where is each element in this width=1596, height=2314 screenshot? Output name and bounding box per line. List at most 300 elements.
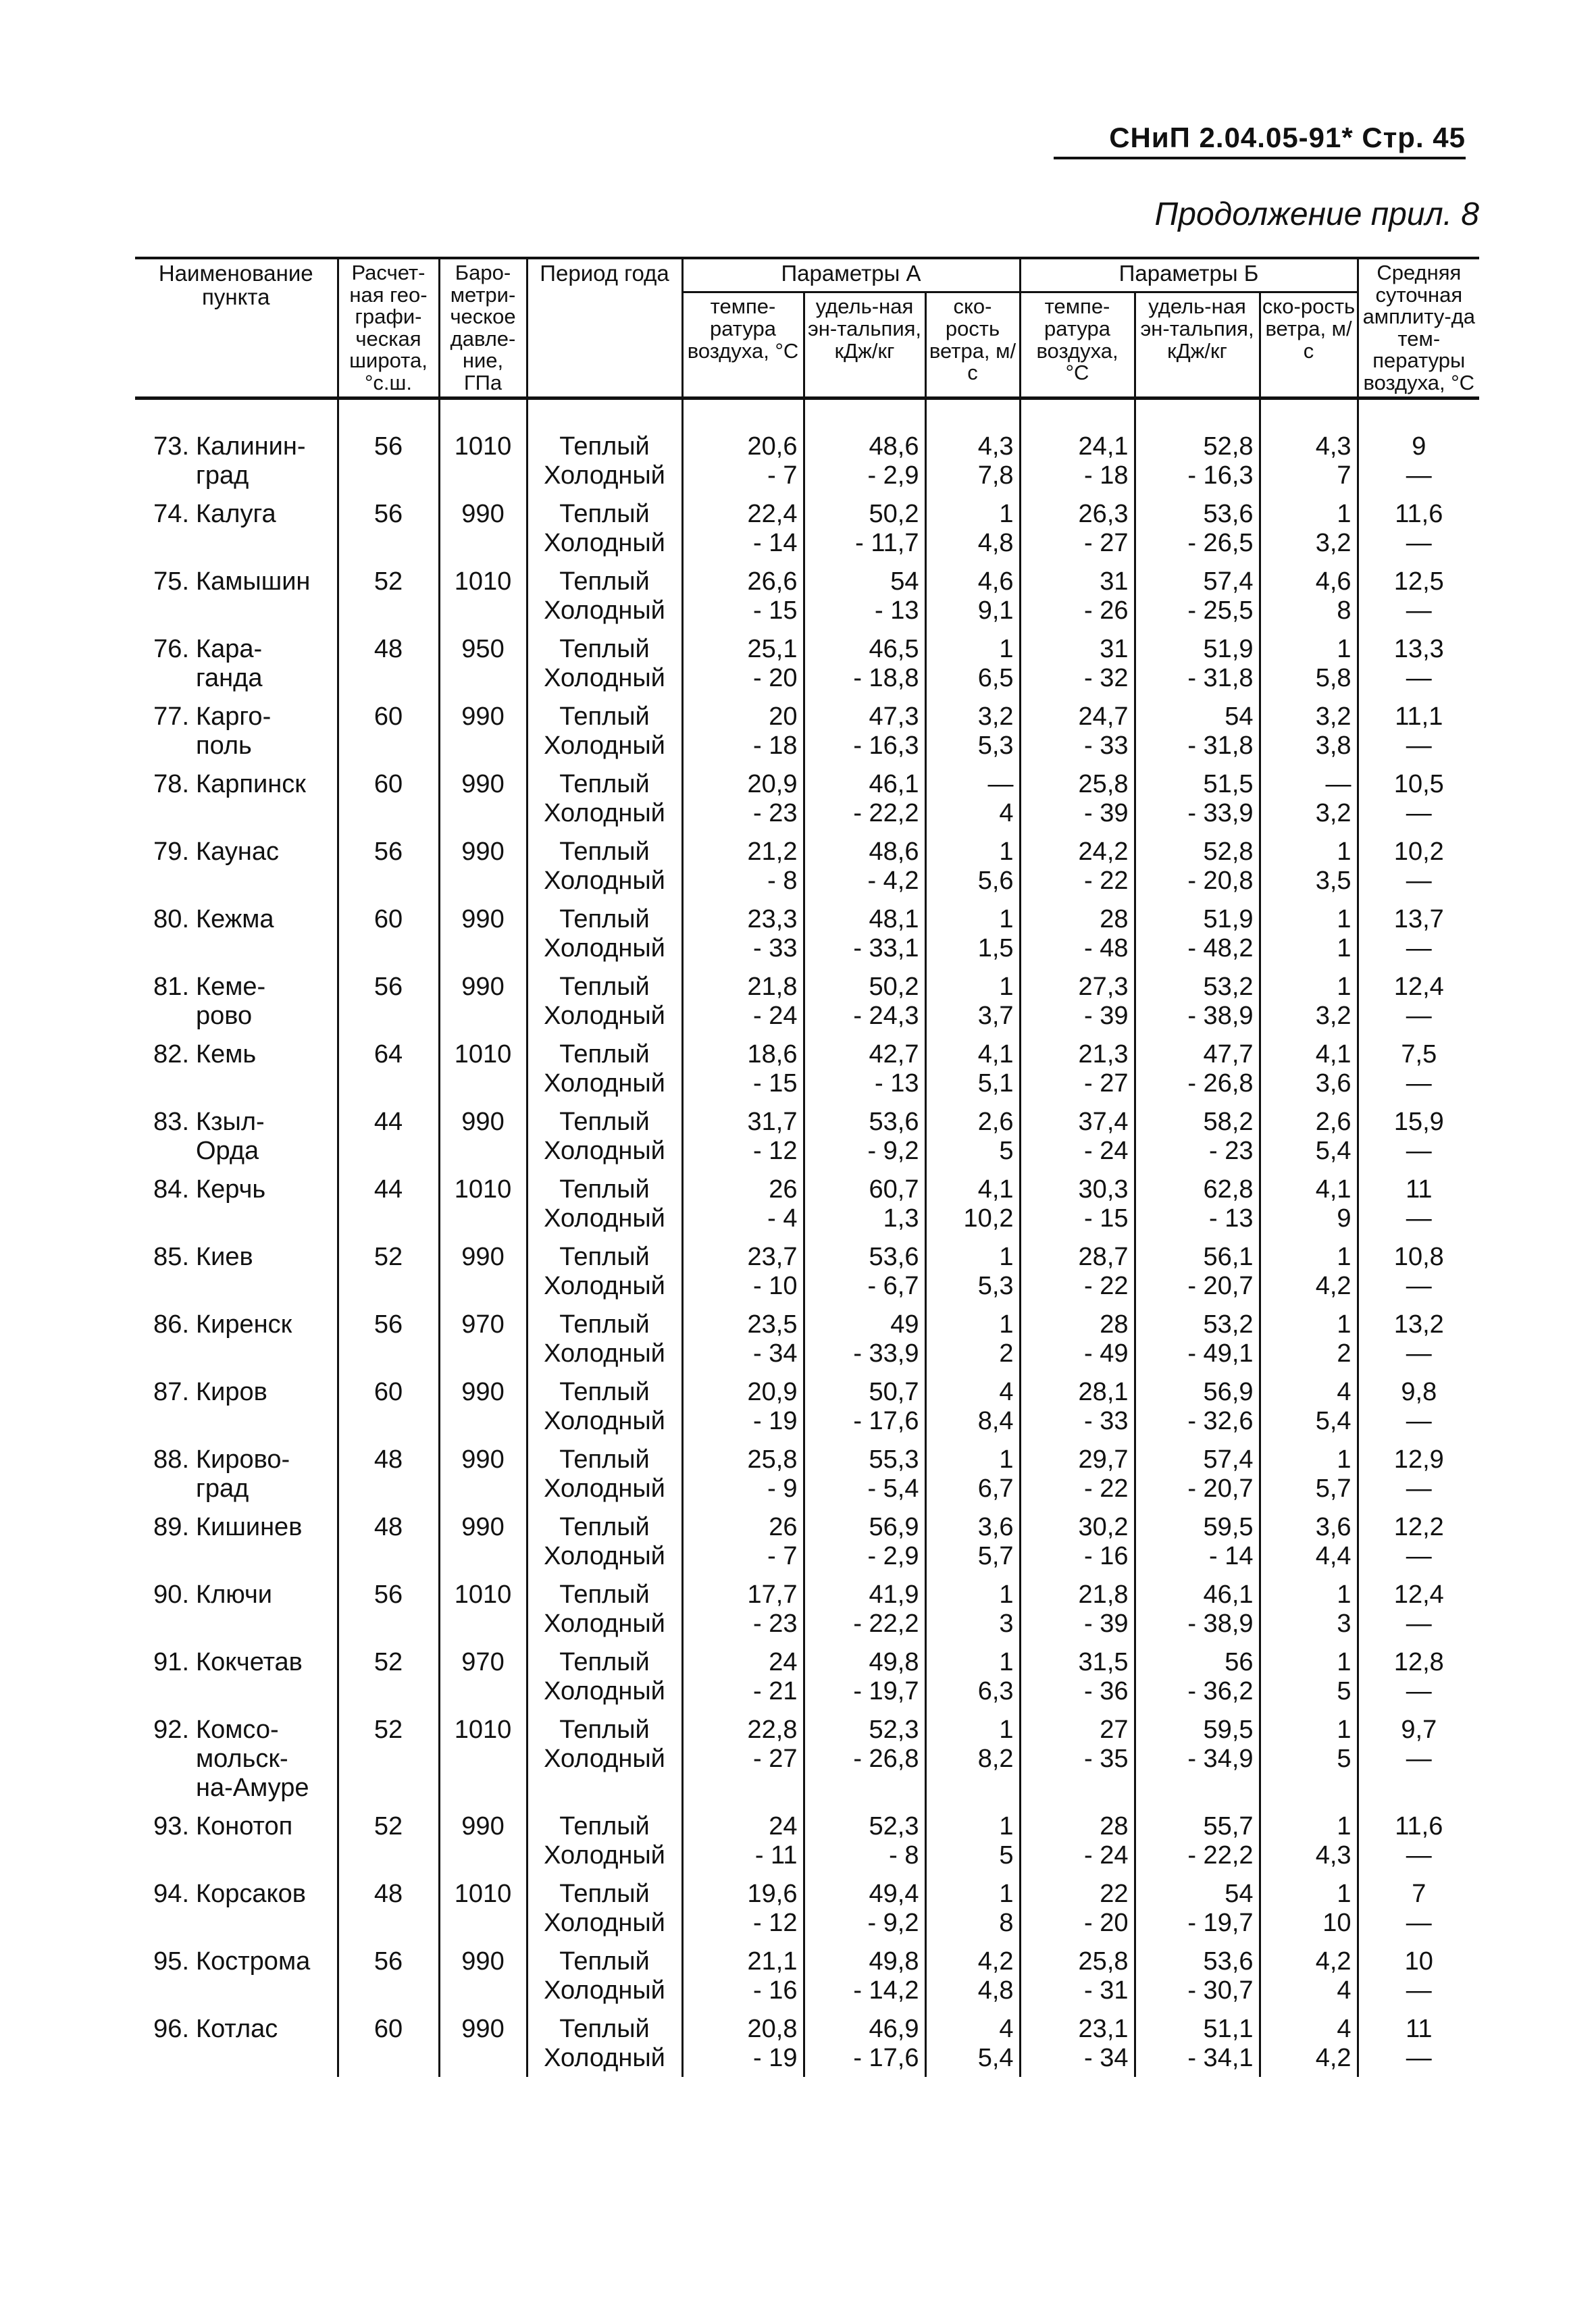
a-temp-value-cold: - 11 <box>754 1841 798 1870</box>
b-wind-value-cold: 5,4 <box>1315 1407 1352 1436</box>
cell-latitude <box>338 1710 439 1807</box>
amplitude-value-warm: 12,2 <box>1393 1513 1444 1542</box>
table-row <box>135 1305 1479 1372</box>
cell-amplitude <box>1358 1807 1479 1874</box>
cell-b-wind <box>1260 765 1358 832</box>
amplitude-value-warm: 10 <box>1404 1947 1433 1976</box>
cell-b-enthalpy <box>1135 494 1260 562</box>
b-enthalpy-value-cold: - 26,5 <box>1187 529 1254 558</box>
table-row <box>135 1170 1479 1237</box>
cell-pressure <box>439 832 527 900</box>
cell-name <box>135 1807 338 1874</box>
cell-a-enthalpy <box>804 1807 925 1874</box>
settlement-name: Керчь <box>196 1175 266 1204</box>
cell-a-enthalpy <box>804 1575 925 1643</box>
a-wind-value-warm: 1 <box>999 838 1014 867</box>
climate-table <box>135 257 1479 2077</box>
a-wind-value-cold: 8,4 <box>977 1407 1014 1436</box>
period-value-cold: Холодный <box>544 664 665 693</box>
cell-pressure <box>439 562 527 629</box>
cell-pressure <box>439 1305 527 1372</box>
cell-pressure <box>439 1710 527 1807</box>
b-enthalpy-value-cold: - 48,2 <box>1187 934 1254 963</box>
cell-period <box>527 832 682 900</box>
period-value-warm: Теплый <box>559 905 650 934</box>
a-temp-value-cold: - 33 <box>753 934 798 963</box>
a-wind-value-cold: 5 <box>999 1137 1014 1166</box>
cell-a-temp <box>682 1440 804 1508</box>
pressure-value: 990 <box>461 1243 505 1272</box>
settlement-name: Конотоп <box>196 1812 293 1841</box>
period-value-warm: Теплый <box>559 973 650 1002</box>
b-enthalpy-value-warm: 52,8 <box>1203 432 1254 461</box>
a-temp-value-warm: 24 <box>769 1812 798 1841</box>
params-b-header: Параметры Б <box>1020 258 1358 292</box>
a-enthalpy-value-warm: 42,7 <box>869 1040 919 1069</box>
cell-a-temp <box>682 398 804 495</box>
period-value-warm: Теплый <box>559 838 650 867</box>
a-temp-value-cold: - 27 <box>753 1745 798 1774</box>
row-number: 79. <box>153 838 189 867</box>
cell-amplitude <box>1358 1874 1479 1942</box>
a-temp-value-warm: 24 <box>769 1648 798 1677</box>
cell-name <box>135 494 338 562</box>
cell-amplitude <box>1358 1305 1479 1372</box>
a-wind-value-warm: 1 <box>999 1310 1014 1339</box>
cell-latitude <box>338 2009 439 2077</box>
cell-b-wind <box>1260 1508 1358 1575</box>
a-wind-value-warm: 1 <box>999 1243 1014 1272</box>
b-wind-value-warm: 4,3 <box>1315 432 1352 461</box>
b-enthalpy-value-cold: - 30,7 <box>1187 1976 1254 2005</box>
period-value-cold: Холодный <box>544 596 665 625</box>
a-wind-value-cold: 5,7 <box>977 1542 1014 1571</box>
settlement-name: Карпинск <box>196 770 306 799</box>
b-enthalpy-value-cold: - 34,1 <box>1187 2044 1254 2073</box>
a-temp-value-cold: - 15 <box>753 596 798 625</box>
row-number: 94. <box>153 1880 189 1909</box>
a-wind-value-cold: 3,7 <box>977 1002 1014 1031</box>
settlement-name: Киров <box>196 1378 267 1407</box>
latitude-value: 44 <box>374 1108 403 1137</box>
period-value-warm: Теплый <box>559 500 650 529</box>
a-enthalpy-value-warm: 49,4 <box>869 1880 919 1909</box>
cell-b-enthalpy <box>1135 1372 1260 1440</box>
b-enthalpy-value-cold: - 22,2 <box>1187 1841 1254 1870</box>
a-enthalpy-value-cold: - 18,8 <box>853 664 919 693</box>
cell-b-enthalpy <box>1135 1305 1260 1372</box>
b-temp-value-cold: - 27 <box>1084 529 1129 558</box>
cell-a-temp <box>682 1710 804 1807</box>
cell-b-wind <box>1260 1237 1358 1305</box>
period-value-cold: Холодный <box>544 1610 665 1639</box>
a-enthalpy-value-warm: 46,5 <box>869 635 919 664</box>
cell-latitude <box>338 1807 439 1874</box>
row-number: 83. <box>153 1108 189 1137</box>
cell-period <box>527 1508 682 1575</box>
settlement-name: Кострома <box>196 1947 311 1976</box>
settlement-name: Кеме- рово <box>196 973 266 1031</box>
cell-period <box>527 900 682 967</box>
period-value-warm: Теплый <box>559 2015 650 2044</box>
row-number: 82. <box>153 1040 189 1069</box>
b-enthalpy-value-cold: - 34,9 <box>1187 1745 1254 1774</box>
a-enthalpy-value-warm: 60,7 <box>869 1175 919 1204</box>
cell-b-wind <box>1260 1102 1358 1170</box>
period-value-warm: Теплый <box>559 1445 650 1474</box>
col-name-header: Наименование пункта <box>135 258 338 398</box>
a-wind-value-cold: 3 <box>999 1610 1014 1639</box>
a-wind-value-warm: 4,6 <box>977 567 1014 596</box>
b-temp-value-cold: - 35 <box>1084 1745 1129 1774</box>
amplitude-value-cold: — <box>1406 1272 1432 1301</box>
cell-b-enthalpy <box>1135 1807 1260 1874</box>
cell-latitude <box>338 765 439 832</box>
b-enthalpy-value-warm: 54 <box>1225 702 1254 731</box>
amplitude-value-warm: 12,9 <box>1393 1445 1444 1474</box>
period-value-warm: Теплый <box>559 770 650 799</box>
settlement-name: Кежма <box>196 905 274 934</box>
latitude-value: 60 <box>374 2015 403 2044</box>
pressure-value: 990 <box>461 1947 505 1976</box>
table-row <box>135 1710 1479 1807</box>
cell-latitude <box>338 1942 439 2009</box>
row-number: 93. <box>153 1812 189 1841</box>
a-temp-value-cold: - 19 <box>753 1407 798 1436</box>
b-wind-value-cold: 4,3 <box>1315 1841 1352 1870</box>
a-temp-value-warm: 18,6 <box>747 1040 798 1069</box>
pressure-value: 990 <box>461 905 505 934</box>
a-enthalpy-value-warm: 47,3 <box>869 702 919 731</box>
cell-a-wind <box>925 1035 1020 1102</box>
cell-a-wind <box>925 832 1020 900</box>
a-temp-value-warm: 20,9 <box>747 770 798 799</box>
settlement-name: Ключи <box>196 1580 272 1610</box>
b-wind-value-cold: 3,2 <box>1315 1002 1352 1031</box>
latitude-value: 56 <box>374 500 403 529</box>
cell-period <box>527 2009 682 2077</box>
cell-a-enthalpy <box>804 832 925 900</box>
a-temp-value-warm: 21,2 <box>747 838 798 867</box>
cell-pressure <box>439 494 527 562</box>
a-enthalpy-value-cold: - 9,2 <box>867 1137 919 1166</box>
cell-a-temp <box>682 562 804 629</box>
amplitude-value-warm: 13,7 <box>1393 905 1444 934</box>
amplitude-value-cold: — <box>1406 1677 1432 1706</box>
a-temp-value-warm: 25,1 <box>747 635 798 664</box>
settlement-name: Киренск <box>196 1310 292 1339</box>
cell-b-temp <box>1020 1237 1135 1305</box>
period-value-warm: Теплый <box>559 1310 650 1339</box>
cell-a-wind <box>925 1102 1020 1170</box>
cell-b-temp <box>1020 398 1135 495</box>
b-enthalpy-value-warm: 56 <box>1225 1648 1254 1677</box>
a-temp-value-warm: 21,8 <box>747 973 798 1002</box>
table-row <box>135 1372 1479 1440</box>
row-number: 81. <box>153 973 189 1002</box>
b-wind-value-cold: 5,8 <box>1315 664 1352 693</box>
b-enthalpy-value-warm: 57,4 <box>1203 1445 1254 1474</box>
latitude-value: 56 <box>374 1580 403 1610</box>
b-wind-value-warm: 1 <box>1337 500 1352 529</box>
b-temp-value-warm: 29,7 <box>1078 1445 1129 1474</box>
cell-a-wind <box>925 629 1020 697</box>
settlement-name: Кара- ганда <box>196 635 263 693</box>
b-enthalpy-value-cold: - 14 <box>1209 1542 1254 1571</box>
a-wind-value-warm: 4 <box>999 1378 1014 1407</box>
a-wind-value-cold: 9,1 <box>977 596 1014 625</box>
b-wind-value-warm: 1 <box>1337 1310 1352 1339</box>
settlement-name: Калинин- град <box>196 432 306 490</box>
latitude-value: 52 <box>374 1243 403 1272</box>
a-enthalpy-value-warm: 54 <box>890 567 919 596</box>
cell-amplitude <box>1358 1035 1479 1102</box>
cell-b-enthalpy <box>1135 1102 1260 1170</box>
cell-a-enthalpy <box>804 765 925 832</box>
table-row <box>135 900 1479 967</box>
a-temp-value-cold: - 21 <box>753 1677 798 1706</box>
b-wind-value-cold: 9 <box>1337 1204 1352 1233</box>
row-number: 90. <box>153 1580 189 1610</box>
a-enthalpy-value-cold: - 8 <box>889 1841 919 1870</box>
table-row <box>135 494 1479 562</box>
a-enthalpy-value-cold: - 26,8 <box>853 1745 919 1774</box>
cell-latitude <box>338 562 439 629</box>
row-number: 87. <box>153 1378 189 1407</box>
cell-b-wind <box>1260 2009 1358 2077</box>
a-temp-value-cold: - 4 <box>767 1204 798 1233</box>
cell-latitude <box>338 1874 439 1942</box>
b-temp-value-warm: 25,8 <box>1078 1947 1129 1976</box>
cell-period <box>527 1874 682 1942</box>
cell-name <box>135 1170 338 1237</box>
b-temp-value-warm: 28,1 <box>1078 1378 1129 1407</box>
b-wind-value-warm: 1 <box>1337 905 1352 934</box>
latitude-value: 48 <box>374 1513 403 1542</box>
b-wind-value-cold: 4,2 <box>1315 1272 1352 1301</box>
b-enthalpy-value-warm: 51,9 <box>1203 635 1254 664</box>
a-wind-value-warm: 2,6 <box>977 1108 1014 1137</box>
period-value-warm: Теплый <box>559 1947 650 1976</box>
pressure-value: 990 <box>461 1445 505 1474</box>
b-enthalpy-value-warm: 51,1 <box>1203 2015 1254 2044</box>
cell-b-temp <box>1020 1170 1135 1237</box>
pressure-value: 990 <box>461 973 505 1002</box>
cell-a-wind <box>925 765 1020 832</box>
cell-a-temp <box>682 900 804 967</box>
b-enthalpy-value-warm: 46,1 <box>1203 1580 1254 1610</box>
cell-latitude <box>338 1440 439 1508</box>
cell-a-enthalpy <box>804 1508 925 1575</box>
cell-b-temp <box>1020 1305 1135 1372</box>
pressure-value: 970 <box>461 1310 505 1339</box>
a-enthalpy-value-cold: - 16,3 <box>853 731 919 761</box>
cell-latitude <box>338 1508 439 1575</box>
latitude-value: 60 <box>374 770 403 799</box>
table-row <box>135 832 1479 900</box>
cell-name <box>135 1237 338 1305</box>
b-wind-value-warm: 1 <box>1337 1648 1352 1677</box>
a-enthalpy-value-cold: - 9,2 <box>867 1909 919 1938</box>
cell-a-enthalpy <box>804 1874 925 1942</box>
amplitude-value-cold: — <box>1406 1407 1432 1436</box>
cell-a-wind <box>925 494 1020 562</box>
a-wind-value-cold: 8 <box>999 1909 1014 1938</box>
col-pressure-header: Баро-метри-ческое давле-ние, ГПа <box>439 258 527 398</box>
amplitude-value-cold: — <box>1406 1474 1432 1503</box>
b-wind-value-cold: 5,7 <box>1315 1474 1352 1503</box>
b-temp-value-cold: - 32 <box>1084 664 1129 693</box>
b-wind-value-warm: 4,1 <box>1315 1040 1352 1069</box>
b-wind-value-warm: 1 <box>1337 1880 1352 1909</box>
cell-a-wind <box>925 1305 1020 1372</box>
period-value-cold: Холодный <box>544 799 665 828</box>
b-enthalpy-value-warm: 51,9 <box>1203 905 1254 934</box>
b-temp-header: темпе-ратура воздуха, °С <box>1020 292 1135 398</box>
b-temp-value-cold: - 34 <box>1084 2044 1129 2073</box>
cell-latitude <box>338 494 439 562</box>
b-temp-value-cold: - 33 <box>1084 1407 1129 1436</box>
settlement-name: Кзыл- Орда <box>196 1108 265 1166</box>
a-enthalpy-value-cold: - 24,3 <box>853 1002 919 1031</box>
row-number: 74. <box>153 500 189 529</box>
cell-a-temp <box>682 1643 804 1710</box>
amplitude-value-cold: — <box>1406 1069 1432 1098</box>
cell-a-temp <box>682 765 804 832</box>
cell-a-temp <box>682 1170 804 1237</box>
period-value-cold: Холодный <box>544 1272 665 1301</box>
amplitude-value-warm: 10,5 <box>1393 770 1444 799</box>
a-temp-value-warm: 23,5 <box>747 1310 798 1339</box>
b-temp-value-cold: - 22 <box>1084 1474 1129 1503</box>
b-temp-value-warm: 24,7 <box>1078 702 1129 731</box>
cell-b-temp <box>1020 1942 1135 2009</box>
b-wind-value-warm: 1 <box>1337 1445 1352 1474</box>
cell-b-temp <box>1020 1807 1135 1874</box>
b-enthalpy-value-warm: 53,2 <box>1203 973 1254 1002</box>
cell-a-wind <box>925 1170 1020 1237</box>
a-temp-value-cold: - 24 <box>753 1002 798 1031</box>
pressure-value: 990 <box>461 1812 505 1841</box>
pressure-value: 990 <box>461 838 505 867</box>
cell-latitude <box>338 1305 439 1372</box>
a-wind-value-warm: 1 <box>999 500 1014 529</box>
b-enthalpy-value-warm: 52,8 <box>1203 838 1254 867</box>
amplitude-value-cold: — <box>1406 1841 1432 1870</box>
cell-b-wind <box>1260 1710 1358 1807</box>
table-row <box>135 1807 1479 1874</box>
period-value-warm: Теплый <box>559 1880 650 1909</box>
a-temp-value-warm: 26 <box>769 1513 798 1542</box>
b-enthalpy-value-cold: - 25,5 <box>1187 596 1254 625</box>
cell-period <box>527 1305 682 1372</box>
b-enthalpy-value-cold: - 32,6 <box>1187 1407 1254 1436</box>
b-temp-value-warm: 28 <box>1100 1310 1129 1339</box>
latitude-value: 52 <box>374 1648 403 1677</box>
cell-name <box>135 398 338 495</box>
cell-a-wind <box>925 967 1020 1035</box>
cell-b-wind <box>1260 562 1358 629</box>
b-wind-value-warm: — <box>1325 770 1352 799</box>
a-enthalpy-value-cold: - 13 <box>875 596 919 625</box>
cell-latitude <box>338 1102 439 1170</box>
settlement-name: Камышин <box>196 567 311 596</box>
table-row <box>135 765 1479 832</box>
a-enthalpy-value-cold: - 5,4 <box>867 1474 919 1503</box>
period-value-cold: Холодный <box>544 1137 665 1166</box>
b-temp-value-warm: 27 <box>1100 1716 1129 1745</box>
cell-a-temp <box>682 1035 804 1102</box>
cell-name <box>135 1305 338 1372</box>
b-enthalpy-value-warm: 47,7 <box>1203 1040 1254 1069</box>
cell-period <box>527 765 682 832</box>
pressure-value: 950 <box>461 635 505 664</box>
cell-amplitude <box>1358 1508 1479 1575</box>
period-value-cold: Холодный <box>544 1976 665 2005</box>
a-wind-value-warm: 4 <box>999 2015 1014 2044</box>
cell-period <box>527 562 682 629</box>
b-wind-value-cold: 3,6 <box>1315 1069 1352 1098</box>
period-value-cold: Холодный <box>544 934 665 963</box>
cell-latitude <box>338 1035 439 1102</box>
cell-b-temp <box>1020 1874 1135 1942</box>
cell-a-temp <box>682 2009 804 2077</box>
cell-name <box>135 900 338 967</box>
amplitude-value-cold: — <box>1406 1002 1432 1031</box>
table-row <box>135 2009 1479 2077</box>
latitude-value: 48 <box>374 1880 403 1909</box>
table-row <box>135 967 1479 1035</box>
cell-latitude <box>338 1575 439 1643</box>
pressure-value: 990 <box>461 1378 505 1407</box>
a-wind-value-warm: 1 <box>999 1716 1014 1745</box>
cell-a-wind <box>925 1710 1020 1807</box>
b-enthalpy-value-warm: 56,9 <box>1203 1378 1254 1407</box>
cell-a-wind <box>925 1372 1020 1440</box>
table-row <box>135 562 1479 629</box>
b-enthalpy-value-cold: - 20,7 <box>1187 1272 1254 1301</box>
cell-amplitude <box>1358 562 1479 629</box>
b-wind-value-warm: 4 <box>1337 1378 1352 1407</box>
amplitude-value-warm: 11 <box>1406 2015 1433 2044</box>
a-enthalpy-value-cold: - 33,1 <box>853 934 919 963</box>
a-enthalpy-value-cold: - 19,7 <box>853 1677 919 1706</box>
a-enthalpy-value-cold: - 13 <box>875 1069 919 1098</box>
b-temp-value-cold: - 15 <box>1084 1204 1129 1233</box>
a-temp-value-warm: 23,7 <box>747 1243 798 1272</box>
a-wind-value-warm: 1 <box>999 635 1014 664</box>
b-temp-value-cold: - 26 <box>1084 596 1129 625</box>
a-temp-value-cold: - 19 <box>753 2044 798 2073</box>
cell-b-temp <box>1020 1440 1135 1508</box>
amplitude-value-cold: — <box>1406 1137 1432 1166</box>
table-row <box>135 1575 1479 1643</box>
cell-b-enthalpy <box>1135 1643 1260 1710</box>
cell-b-enthalpy <box>1135 1710 1260 1807</box>
cell-latitude <box>338 967 439 1035</box>
a-enthalpy-value-warm: 48,6 <box>869 838 919 867</box>
cell-amplitude <box>1358 1440 1479 1508</box>
b-temp-value-cold: - 36 <box>1084 1677 1129 1706</box>
settlement-name: Корсаков <box>196 1880 306 1909</box>
a-enthalpy-value-cold: - 33,9 <box>853 1339 919 1368</box>
pressure-value: 970 <box>461 1648 505 1677</box>
pressure-value: 1010 <box>454 432 512 461</box>
cell-a-wind <box>925 1237 1020 1305</box>
row-number: 77. <box>153 702 189 731</box>
period-value-warm: Теплый <box>559 1580 650 1610</box>
cell-b-wind <box>1260 697 1358 765</box>
